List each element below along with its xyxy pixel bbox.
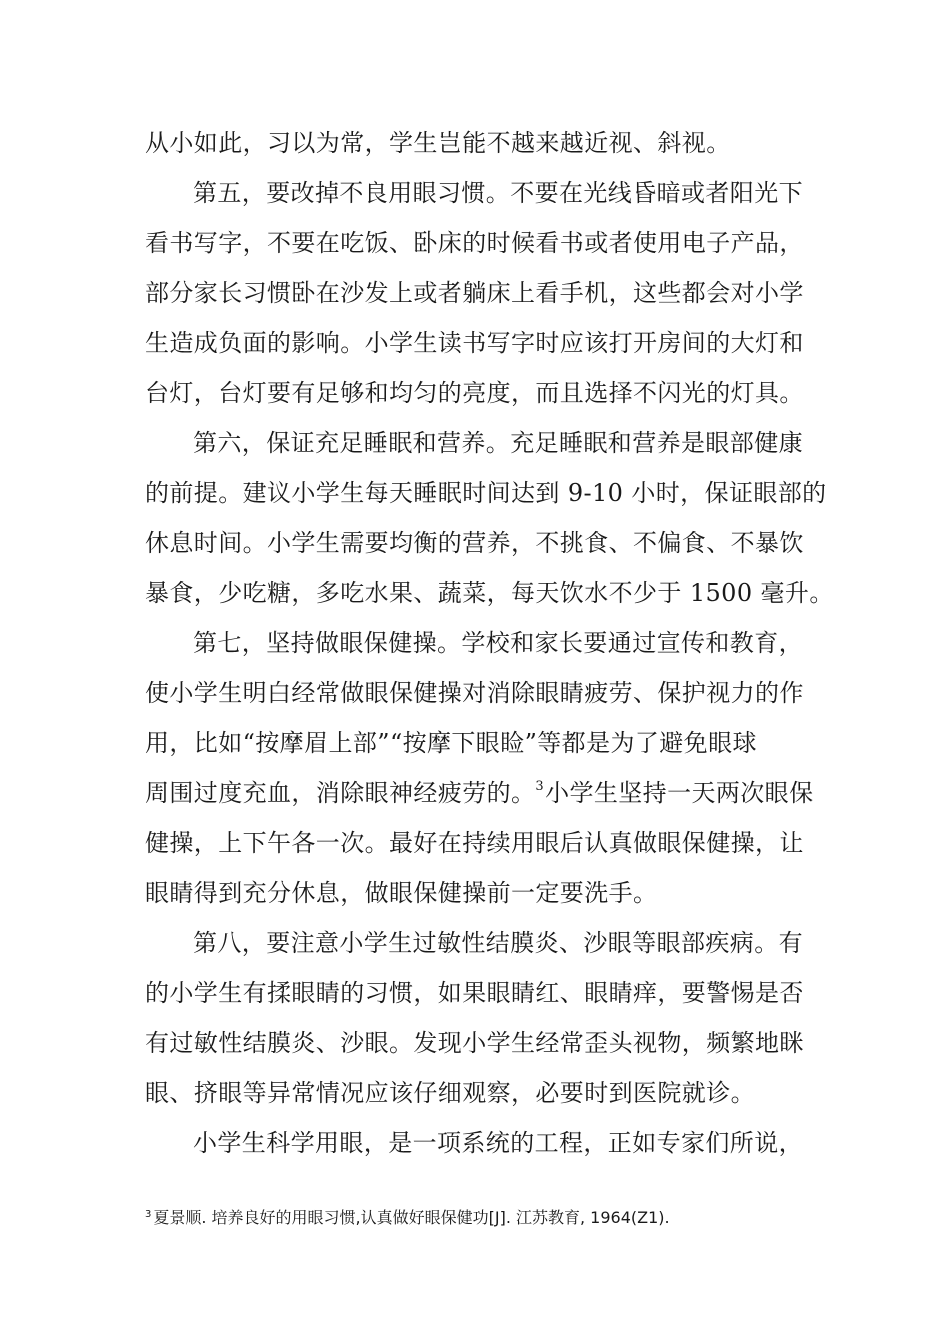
body-line: 眼睛得到充分休息，做眼保健操前一定要洗手。 xyxy=(145,879,658,907)
body-line: 台灯，台灯要有足够和均匀的亮度，而且选择不闪光的灯具。 xyxy=(145,379,804,407)
body-line: 健操，上下午各一次。最好在持续用眼后认真做眼保健操，让 xyxy=(145,829,804,857)
body-line: 部分家长习惯卧在沙发上或者躺床上看手机，这些都会对小学 xyxy=(145,279,804,307)
body-line: 从小如此，习以为常，学生岂能不越来越近视、斜视。 xyxy=(145,129,731,157)
body-line-with-footnote xyxy=(145,778,813,808)
body-line: 生造成负面的影响。小学生读书写字时应该打开房间的大灯和 xyxy=(145,329,804,357)
body-line: 看书写字，不要在吃饭、卧床的时候看书或者使用电子产品， xyxy=(145,229,804,257)
footnote-text: 夏景顺. 培养良好的用眼习惯,认真做好眼保健功[J]. 江苏教育, 1964(Z1). xyxy=(153,1208,670,1227)
body-line-segment: 周围过度充血，消除眼神经疲劳的。 xyxy=(145,779,536,807)
paragraph-start-line: 第七，坚持做眼保健操。学校和家长要通过宣传和教育， xyxy=(193,629,803,657)
body-line: 休息时间。小学生需要均衡的营养，不挑食、不偏食、不暴饮 xyxy=(145,529,804,557)
body-line: 眼、挤眼等异常情况应该仔细观察，必要时到医院就诊。 xyxy=(145,1079,755,1107)
body-line: 暴食，少吃糖，多吃水果、蔬菜，每天饮水不少于 1500 毫升。 xyxy=(145,579,834,607)
body-line: 有过敏性结膜炎、沙眼。发现小学生经常歪头视物，频繁地眯 xyxy=(145,1029,804,1057)
footnote xyxy=(145,1207,670,1229)
footnote-marker: 3 xyxy=(145,1209,152,1220)
paragraph-start-line: 第六，保证充足睡眠和营养。充足睡眠和营养是眼部健康 xyxy=(193,429,803,457)
body-line: 的前提。建议小学生每天睡眠时间达到 9-10 小时，保证眼部的 xyxy=(145,479,827,507)
footnote-reference[interactable]: 3 xyxy=(535,779,545,794)
body-line: 用，比如“按摩眉上部”“按摩下眼睑”等都是为了避免眼球 xyxy=(145,729,757,757)
paragraph-start-line: 小学生科学用眼，是一项系统的工程，正如专家们所说， xyxy=(193,1129,803,1157)
paragraph-start-line: 第五，要改掉不良用眼习惯。不要在光线昏暗或者阳光下 xyxy=(193,179,803,207)
paragraph-start-line: 第八，要注意小学生过敏性结膜炎、沙眼等眼部疾病。有 xyxy=(193,929,803,957)
body-line: 使小学生明白经常做眼保健操对消除眼睛疲劳、保护视力的作 xyxy=(145,679,804,707)
body-line-segment: 小学生坚持一天两次眼保 xyxy=(545,779,814,807)
body-line: 的小学生有揉眼睛的习惯，如果眼睛红、眼睛痒，要警惕是否 xyxy=(145,979,804,1007)
